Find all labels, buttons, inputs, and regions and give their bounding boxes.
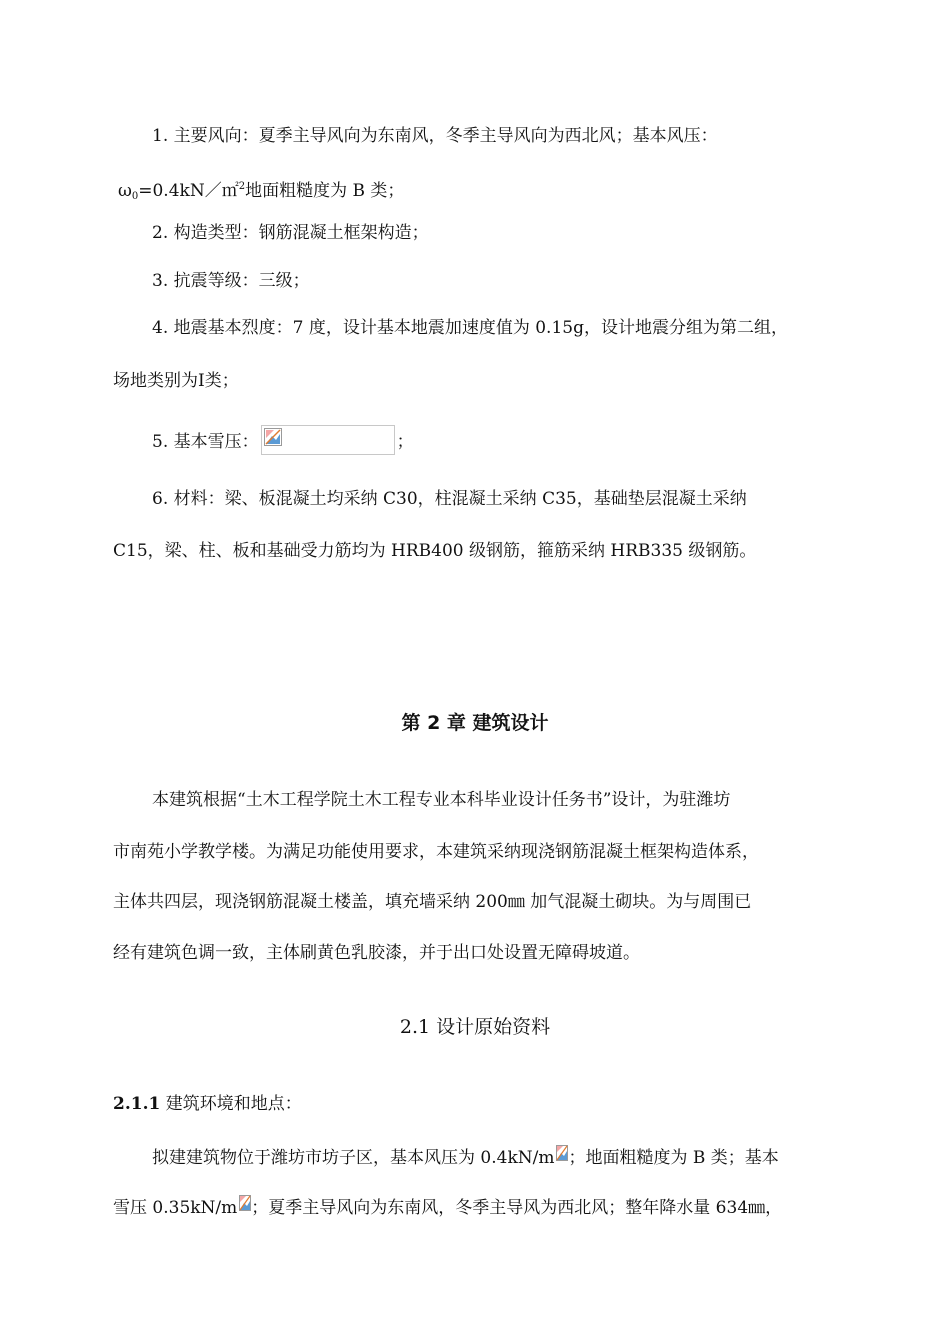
req-item-4-line2: 场地类别为Ⅰ类； xyxy=(113,371,239,391)
section-para-line2-a: 雪压 0.35kN/m xyxy=(113,1198,238,1218)
wind-pressure-value: =0.4kN／㎡ xyxy=(138,181,239,201)
chapter-para-line2: 市南苑小学教学楼。为满足功能使用要求，本建筑采纳现浇钢筋混凝土框架构造体系， xyxy=(113,842,759,862)
section-para-line2 xyxy=(113,1193,782,1219)
section-para-line1 xyxy=(152,1143,779,1169)
snow-load-suffix: ； xyxy=(396,432,414,452)
req-item-6-line2: C15，梁、柱、板和基础受力筋均为 HRB400 级钢筋，箍筋采纳 HRB335 级钢筋。 xyxy=(113,541,757,561)
req-item-1-line2 xyxy=(118,176,404,208)
section-para-line1-a: 拟建建筑物位于潍坊市坊子区，基本风压为 0.4kN/m xyxy=(152,1148,555,1168)
section-para-line1-b: ；地面粗糙度为 B 类；基本 xyxy=(568,1148,779,1168)
roughness-text: 地面粗糙度为 B 类； xyxy=(245,181,405,201)
req-item-6-line1: 6. 材料：梁、板混凝土均采纳 C30，柱混凝土采纳 C35，基础垫层混凝土采纳 xyxy=(152,489,747,509)
snow-load-label: 5. 基本雪压： xyxy=(152,432,259,452)
req-item-2: 2. 构造类型：钢筋混凝土框架构造； xyxy=(152,223,429,243)
broken-image-icon xyxy=(554,1143,568,1161)
section-para-line2-b: ；夏季主导风向为东南风，冬季主导风为西北风；整年降水量 634㎜， xyxy=(251,1198,783,1218)
chapter-para-line1: 本建筑根据“土木工程学院土木工程专业本科毕业设计任务书”设计，为驻潍坊 xyxy=(152,790,731,810)
section-title: 2.1 设计原始资料 xyxy=(399,1016,551,1038)
subsection-heading xyxy=(113,1093,302,1115)
omega-subscript: 0 xyxy=(131,191,139,202)
req-item-3: 3. 抗震等级：三级； xyxy=(152,271,310,291)
chapter-para-line3: 主体共四层，现浇钢筋混凝土楼盖，填充墙采纳 200㎜ 加气混凝土砌块。为与周围已 xyxy=(113,892,752,912)
req-item-4-line1: 4. 地震基本烈度：7 度，设计基本地震加速度值为 0.15g，设计地震分组为第二组， xyxy=(152,318,788,338)
broken-image-icon xyxy=(237,1193,251,1211)
unit-superscript: 2 xyxy=(238,181,246,192)
subsection-number: 2.1.1 xyxy=(113,1094,161,1114)
req-item-1-line1: 1. 主要风向：夏季主导风向为东南风，冬季主导风向为西北风；基本风压： xyxy=(152,126,718,146)
chapter-para-line4: 经有建筑色调一致，主体刷黄色乳胶漆，并于出口处设置无障碍坡道。 xyxy=(113,943,640,963)
subsection-title: 建筑环境和地点： xyxy=(160,1094,302,1114)
broken-image-icon xyxy=(261,425,395,455)
omega-symbol: ω xyxy=(118,181,132,201)
chapter-title: 第 2 章 建筑设计 xyxy=(401,712,549,734)
req-item-5 xyxy=(152,425,414,455)
